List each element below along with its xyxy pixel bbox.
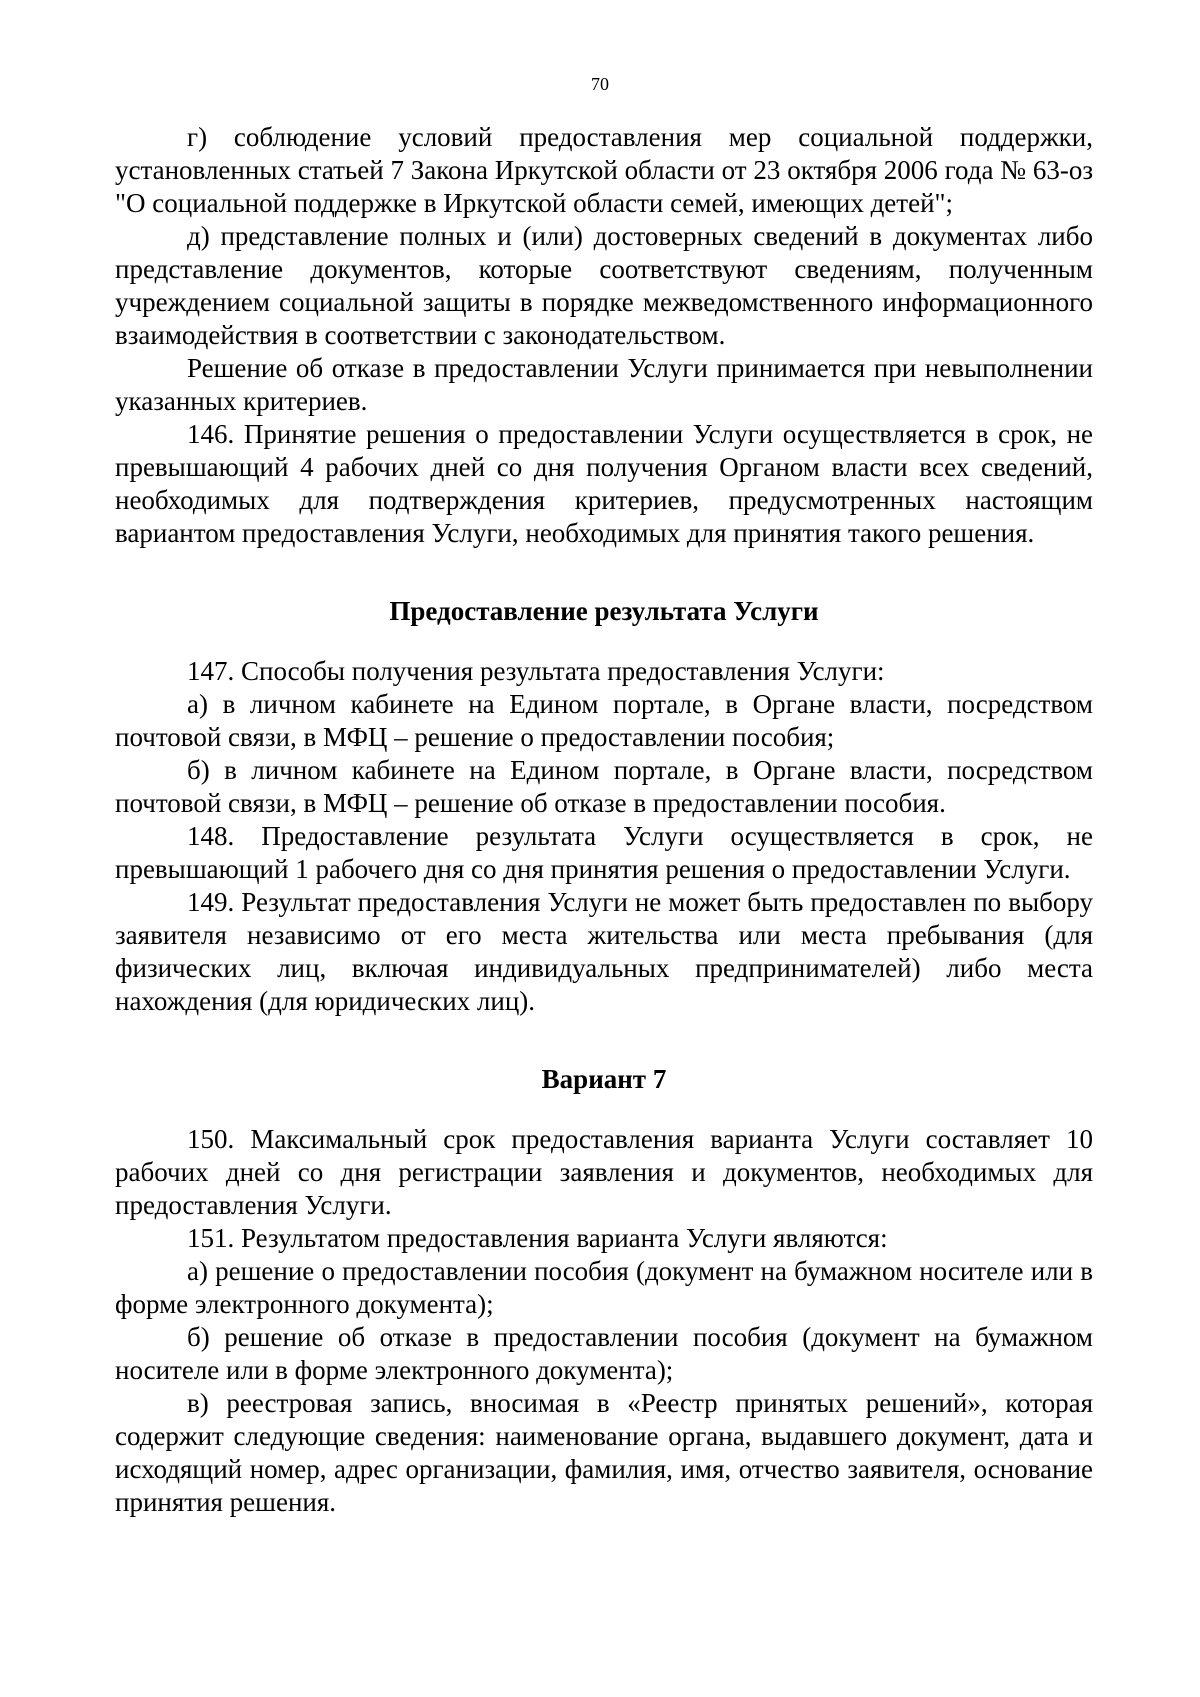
- paragraph-147-a: а) в личном кабинете на Едином портале, в Органе власти, посредством почтовой связи, в МФЦ – решение о предоставлении пособия;: [115, 689, 1093, 752]
- paragraph-refusal-decision: Решение об отказе в предоставлении Услуги принимается при невыполнении указанных критериев.: [115, 353, 1093, 416]
- section-heading-result: Предоставление результата Услуги: [389, 596, 819, 626]
- paragraph-147-b: б) в личном кабинете на Едином портале, в Органе власти, посредством почтовой связи, в МФЦ – решение об отказе в предоставлении пособия.: [115, 755, 1093, 818]
- section-heading-variant-7: Вариант 7: [541, 1064, 667, 1094]
- paragraph-149: 149. Результат предоставления Услуги не может быть предоставлен по выбору заявителя независимо от его места жительства или места пребывания (для физических лиц, включая индивидуальных предпринимателей) либо места нахождения (для юридических лиц).: [115, 887, 1093, 1016]
- paragraph-d-documents: д) представление полных и (или) достоверных сведений в документах либо представление документов, которые соответствуют сведениям, полученным учреждением социальной защиты в порядке межведомственного информационного взаимодействия в соответствии с законодательством.: [115, 221, 1093, 350]
- paragraph-151: 151. Результатом предоставления варианта Услуги являются:: [187, 1223, 888, 1253]
- page-number: 70: [591, 74, 609, 94]
- page-content: [115, 121, 1093, 1519]
- paragraph-151-a: а) решение о предоставлении пособия (документ на бумажном носителе или в форме электронного документа);: [115, 1256, 1093, 1319]
- paragraph-148: 148. Предоставление результата Услуги осуществляется в срок, не превышающий 1 рабочего дня со дня принятия решения о предоставлении Услуги.: [115, 821, 1093, 884]
- paragraph-151-v: в) реестровая запись, вносимая в «Реестр принятых решений», которая содержит следующие сведения: наименование органа, выдавшего документ, дата и исходящий номер, адрес организации, фамилия, имя, отчество заявителя, основание принятия решения.: [115, 1388, 1093, 1517]
- paragraph-146: 146. Принятие решения о предоставлении Услуги осуществляется в срок, не превышающий 4 рабочих дней со дня получения Органом власти всех сведений, необходимых для подтверждения критериев, предусмотренных настоящим вариантом предоставления Услуги, необходимых для принятия такого решения.: [115, 419, 1093, 548]
- paragraph-151-b: б) решение об отказе в предоставлении пособия (документ на бумажном носителе или в форме электронного документа);: [115, 1322, 1093, 1385]
- paragraph-147: 147. Способы получения результата предоставления Услуги:: [187, 656, 885, 686]
- paragraph-150: 150. Максимальный срок предоставления варианта Услуги составляет 10 рабочих дней со дня регистрации заявления и документов, необходимых для предоставления Услуги.: [115, 1124, 1093, 1220]
- paragraph-g-condition: г) соблюдение условий предоставления мер социальной поддержки, установленных статьей 7 Закона Иркутской области от 23 октября 2006 года № 63-оз "О социальной поддержке в Иркутской области семей, имеющих детей";: [115, 122, 1093, 218]
